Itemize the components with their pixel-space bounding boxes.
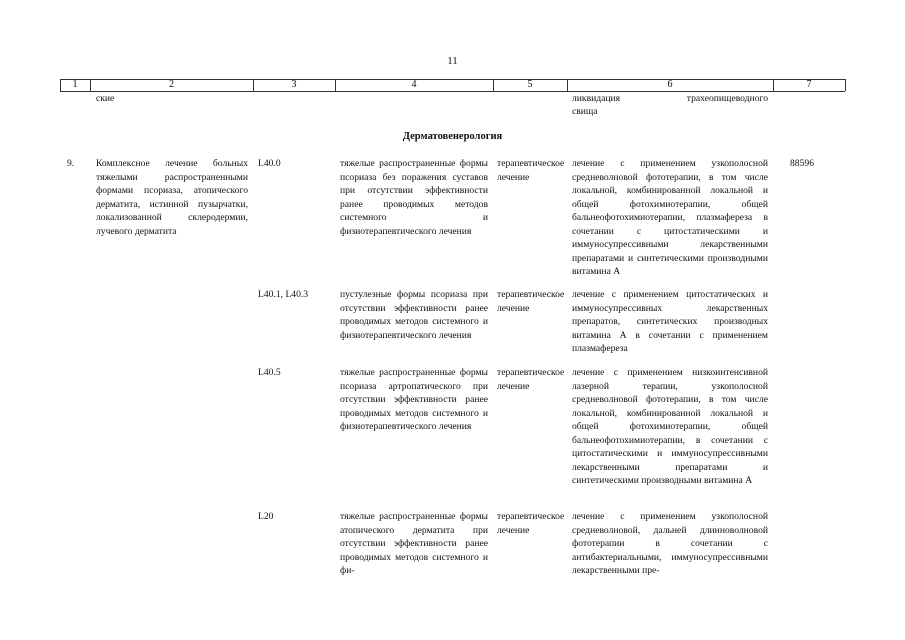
row-name: Комплексное лечение больных тяжелыми распространенными формами псориаза, атопического дерматита, истинной пузырчатки, локализованной склеродермии, лучевого дерматита xyxy=(96,158,248,237)
continuation-name: ские xyxy=(96,93,115,104)
continuation-method-line1: ликвидация трахеопищеводного xyxy=(572,93,768,104)
header-col-7: 7 xyxy=(806,79,812,90)
entry-method: лечение с применением цитостатических и иммуносупрессивных лекарственных препаратов, синтетических производных витамина А в сочетании с применением плазмафереза xyxy=(572,289,768,354)
entry-method: лечение с применением узкополосной средневолновой фототерапии, в том числе локальной, комбинированной локальной и общей фотохимиотерапии, общей бальнеофотохимиотерапии, плазмафереза в сочетании с цитостатическими и иммуносупрессивными лекарственными препаратами и синтетическими производными витамина А xyxy=(572,158,768,277)
header-col-4: 4 xyxy=(411,79,417,90)
entry-treatment-type: терапевтическое лечение xyxy=(497,158,565,183)
entry-condition: тяжелые распространенные формы псориаза без поражения суставов при отсутствии эффективности ранее проводимых методов системного и физиотерапевтического лечения xyxy=(340,158,488,237)
row-quota: 88596 xyxy=(790,158,814,169)
header-col-2: 2 xyxy=(169,79,174,90)
entry-method: лечение с применением низкоинтенсивной лазерной терапии, узкополосной средневолновой фототерапии, в том числе локальной, комбинированной локальной и общей фотохимиотерапии, общей бальнеофотохимиотерапии, в сочетании с цитостатическими и иммуносупрессивными лекарственными препаратами и синтетическими производными витамина А xyxy=(572,367,768,486)
entry-condition: тяжелые распространенные формы псориаза артропатического при отсутствии эффективности ранее проводимых методов системного и физиотерапевтического лечения xyxy=(340,367,488,432)
row-number: 9. xyxy=(67,158,75,169)
header-col-6: 6 xyxy=(667,79,673,90)
entry-treatment-type: терапевтическое лечение xyxy=(497,289,565,314)
entry-code: L40.5 xyxy=(258,367,281,378)
entry-code: L20 xyxy=(258,511,274,522)
entry-method: лечение с применением узкополосной средневолновой, дальней длинноволновой фототерапии в сочетании с антибактериальными, иммуносупрессивными лекарственными пре- xyxy=(572,511,768,576)
entry-condition: пустулезные формы псориаза при отсутствии эффективности ранее проводимых методов системного и физиотерапевтического лечения xyxy=(340,289,488,341)
continuation-method-line2: свища xyxy=(572,106,598,117)
entry-code: L40.1, L40.3 xyxy=(258,289,309,300)
header-col-5: 5 xyxy=(527,79,533,90)
header-col-3: 3 xyxy=(291,79,297,90)
section-title: Дерматовенерология xyxy=(402,131,503,142)
page-number: 11 xyxy=(447,55,458,67)
entry-condition: тяжелые распространенные формы атопического дерматита при отсутствии эффективности ранее проводимых методов системного и фи- xyxy=(340,511,488,576)
header-separator xyxy=(845,79,846,91)
entry-code: L40.0 xyxy=(258,158,281,169)
entry-treatment-type: терапевтическое лечение xyxy=(497,511,565,536)
entry-treatment-type: терапевтическое лечение xyxy=(497,367,565,392)
header-col-1: 1 xyxy=(72,79,78,90)
